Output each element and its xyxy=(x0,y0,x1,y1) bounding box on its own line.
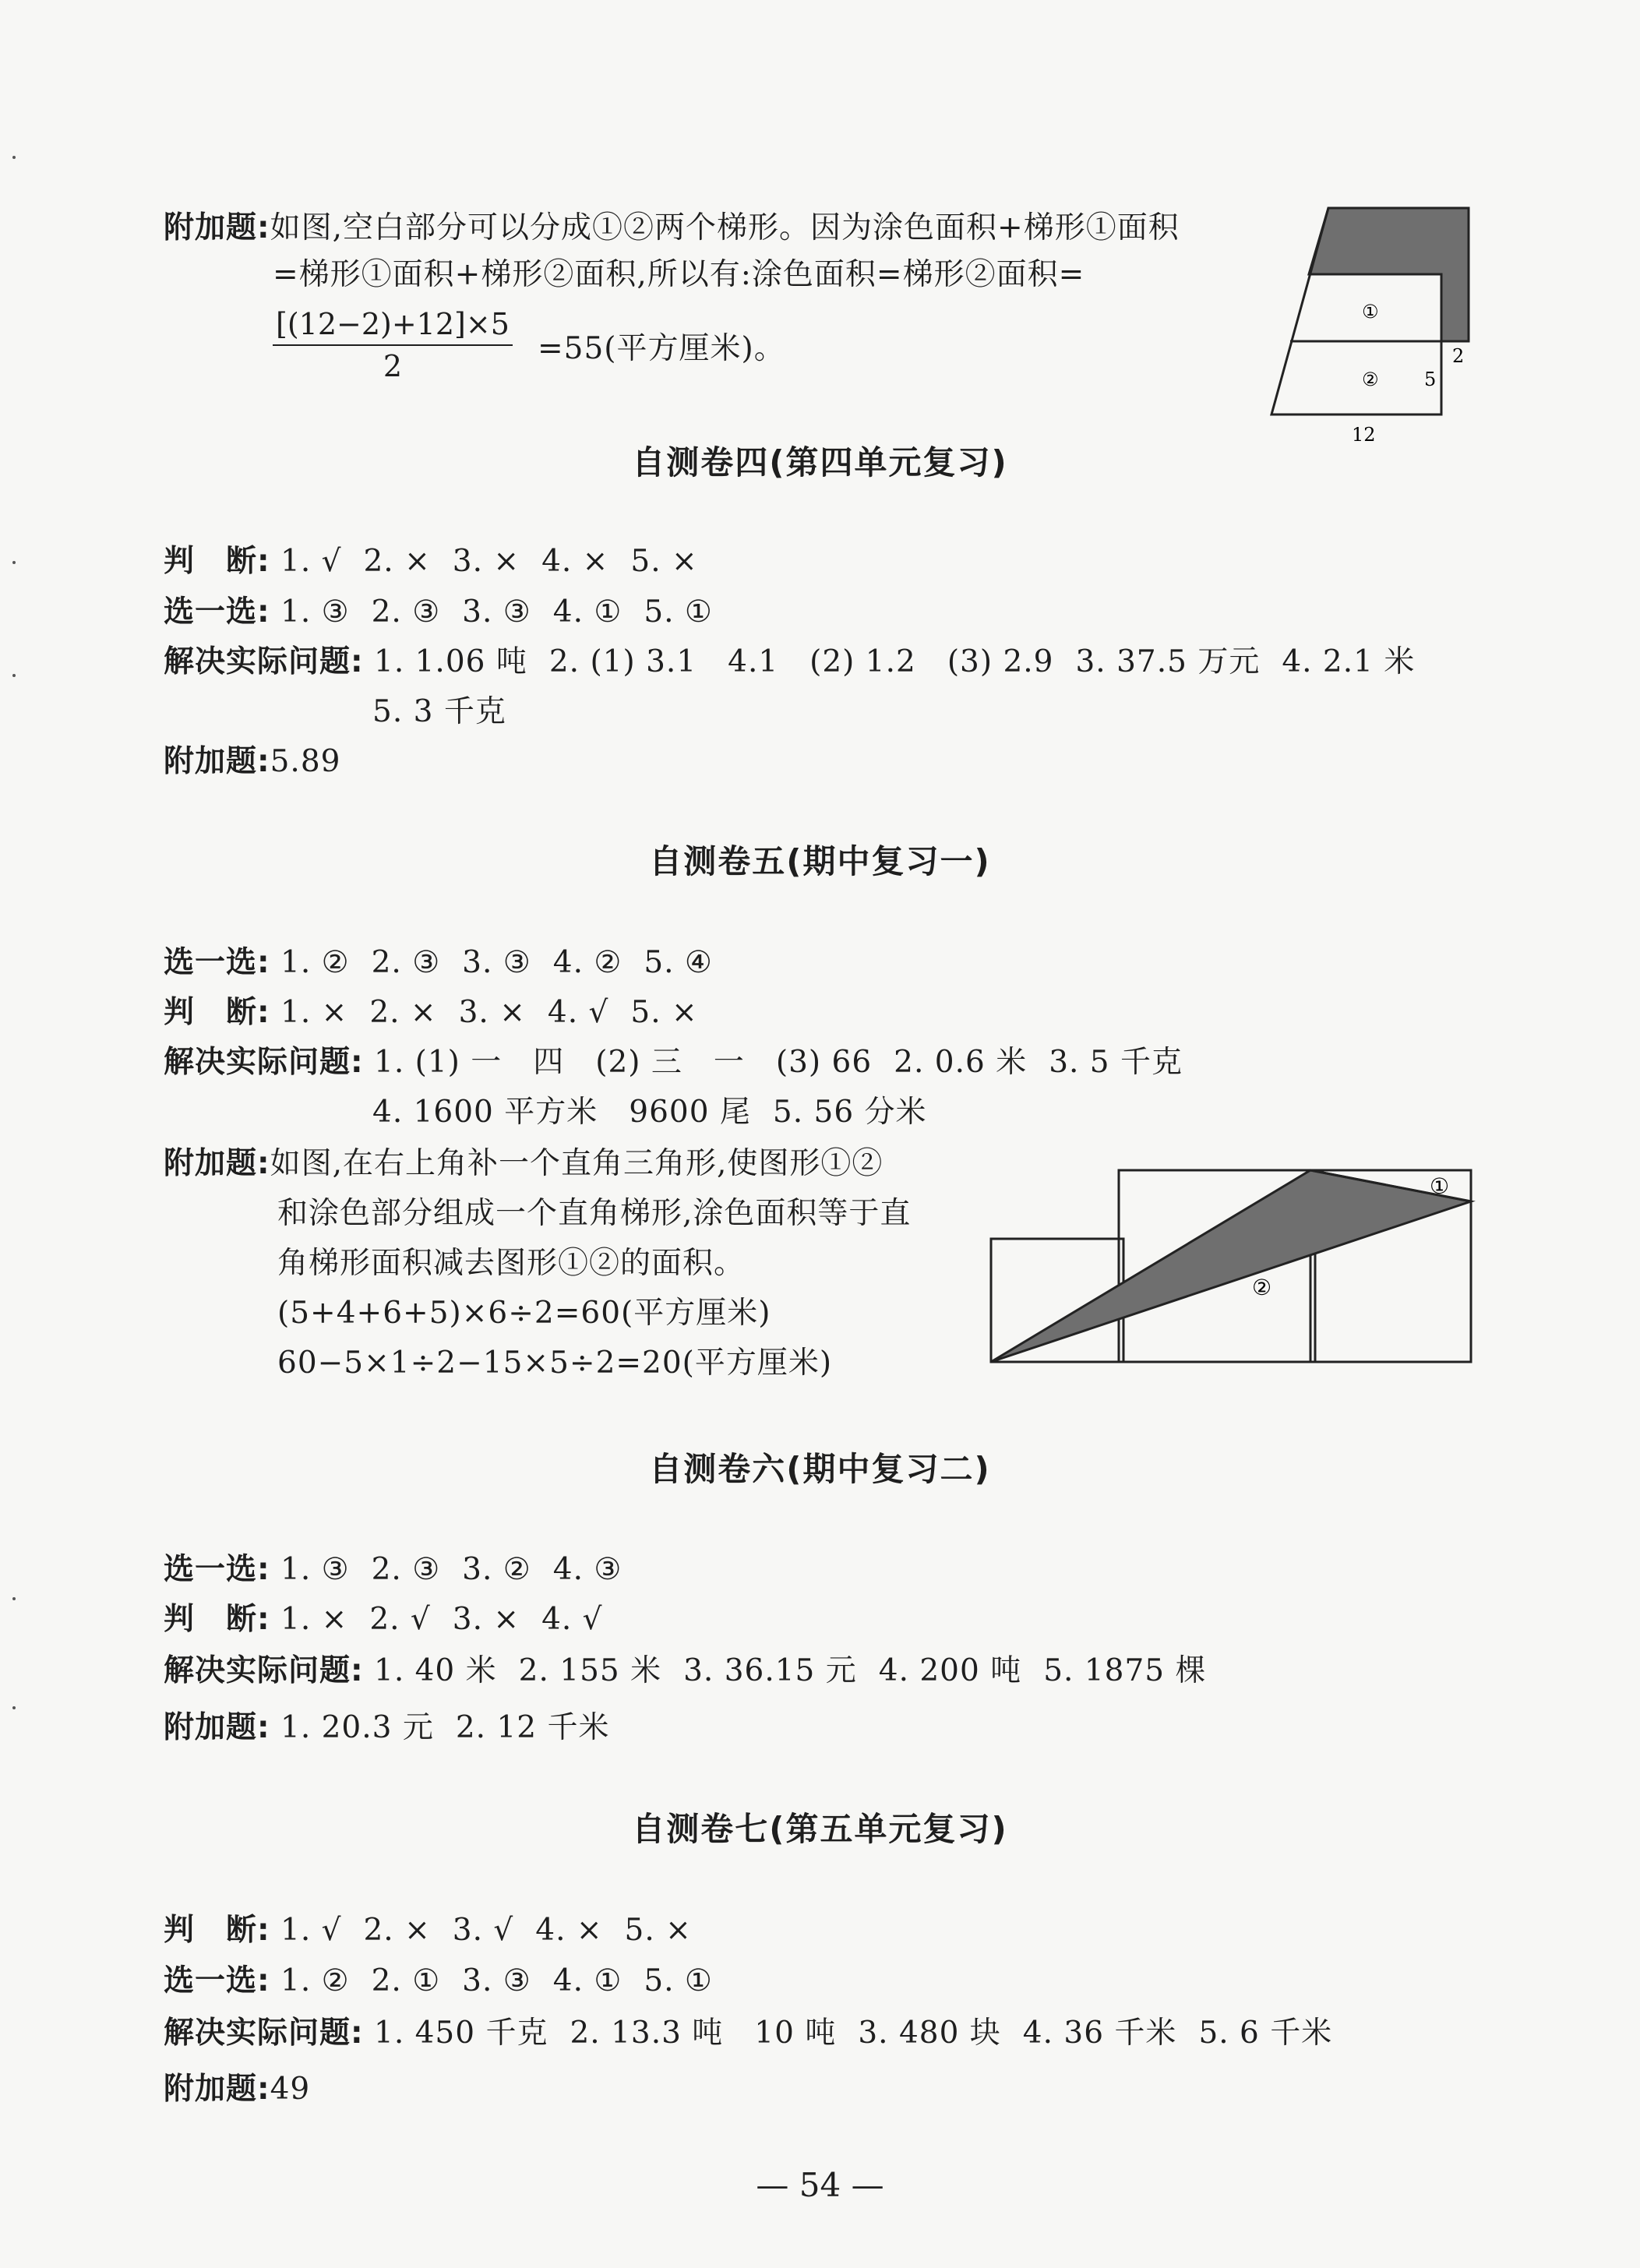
s4-row-choose: 选一选: 1. ③ 2. ③ 3. ③ 4. ① 5. ① xyxy=(164,594,713,630)
dim-5: 5 xyxy=(1424,369,1437,390)
fig-label-1: ① xyxy=(1430,1173,1450,1199)
s5-bonus-line-4: (5+4+6+5)×6÷2=60(平方厘米) xyxy=(277,1296,771,1331)
s7-row-bonus: 附加题:49 xyxy=(164,2072,311,2107)
s6-row-choose: 选一选: 1. ③ 2. ③ 3. ② 4. ③ xyxy=(164,1552,622,1587)
scan-speck xyxy=(12,156,16,159)
trapezoid-figure xyxy=(1262,199,1488,448)
s5-row-bonus: 附加题:如图,在右上角补一个直角三角形,使图形①② xyxy=(164,1146,883,1181)
fraction xyxy=(273,304,513,386)
s4-row-bonus: 附加题:5.89 xyxy=(164,744,341,779)
bonus-label: 附加题 xyxy=(164,210,258,245)
s4-row-practical-cont: 5. 3 千克 xyxy=(372,694,506,729)
page-number: — 54 — xyxy=(756,2166,884,2204)
s5-row-choose: 选一选: 1. ② 2. ③ 3. ③ 4. ② 5. ④ xyxy=(164,945,713,980)
s7-row-choose: 选一选: 1. ② 2. ① 3. ③ 4. ① 5. ① xyxy=(164,1963,713,1998)
s7-row-practical: 解决实际问题: 1. 450 千克 2. 13.3 吨 10 吨 3. 480 块 4. 36 千米 5. 6 千米 xyxy=(164,2016,1333,2051)
fraction-numerator: [(12−2)+12]×5 xyxy=(273,304,513,346)
s6-row-judge: 判 断: 1. × 2. √ 3. × 4. √ xyxy=(164,1602,603,1637)
s6-row-bonus: 附加题: 1. 20.3 元 2. 12 千米 xyxy=(164,1710,610,1745)
dim-2: 2 xyxy=(1452,345,1465,367)
section-7-title: 自测卷七(第五单元复习) xyxy=(632,1810,1008,1848)
s5-row-practical-cont: 4. 1600 平方米 9600 尾 5. 56 分米 xyxy=(372,1095,927,1130)
s5-bonus-line-5: 60−5×1÷2−15×5÷2=20(平方厘米) xyxy=(277,1346,833,1381)
bonus-line-1: 附加题:如图,空白部分可以分成①②两个梯形。因为涂色面积+梯形①面积 xyxy=(164,210,1180,245)
region-2-label: ② xyxy=(1362,369,1379,390)
s5-bonus-line-3: 角梯形面积减去图形①②的面积。 xyxy=(277,1246,746,1281)
s4-row-practical: 解决实际问题: 1. 1.06 吨 2. (1) 3.1 4.1 (2) 1.2 (3) 2.9 3. 37.5 万元 4. 2.1 米 xyxy=(164,644,1416,679)
fraction-denominator: 2 xyxy=(383,349,403,383)
section-4-title: 自测卷四(第四单元复习) xyxy=(632,443,1008,481)
s6-row-practical: 解决实际问题: 1. 40 米 2. 155 米 3. 36.15 元 4. 200 吨 5. 1875 棵 xyxy=(164,1653,1207,1688)
section-5-title: 自测卷五(期中复习一) xyxy=(649,842,991,880)
region-1-label: ① xyxy=(1362,301,1379,323)
scan-speck xyxy=(12,1597,16,1600)
right-trapezoid-figure xyxy=(982,1161,1480,1371)
bonus-line-2 xyxy=(273,253,1085,297)
shaded-triangle xyxy=(991,1170,1471,1362)
s5-row-practical: 解决实际问题: 1. (1) 一 四 (2) 三 一 (3) 66 2. 0.6 米 3. 5 千克 xyxy=(164,1045,1183,1080)
s5-bonus-line-2: 和涂色部分组成一个直角梯形,涂色面积等于直 xyxy=(277,1196,912,1231)
fraction-result: =55(平方厘米)。 xyxy=(538,331,785,366)
bonus-text-2: =梯形①面积+梯形②面积,所以有:涂色面积=梯形②面积= xyxy=(273,257,1085,292)
s5-row-judge: 判 断: 1. × 2. × 3. × 4. √ 5. × xyxy=(164,995,698,1030)
s7-row-judge: 判 断: 1. √ 2. × 3. √ 4. × 5. × xyxy=(164,1913,692,1948)
fig-label-2: ② xyxy=(1252,1275,1272,1300)
scan-speck xyxy=(12,1706,16,1709)
scan-speck xyxy=(12,561,16,564)
dim-12: 12 xyxy=(1352,424,1376,446)
bonus-text-1: 如图,空白部分可以分成①②两个梯形。因为涂色面积+梯形①面积 xyxy=(270,210,1180,245)
s4-row-judge: 判 断: 1. √ 2. × 3. × 4. × 5. × xyxy=(164,544,698,579)
section-6-title: 自测卷六(期中复习二) xyxy=(649,1450,991,1488)
scan-speck xyxy=(12,674,16,677)
